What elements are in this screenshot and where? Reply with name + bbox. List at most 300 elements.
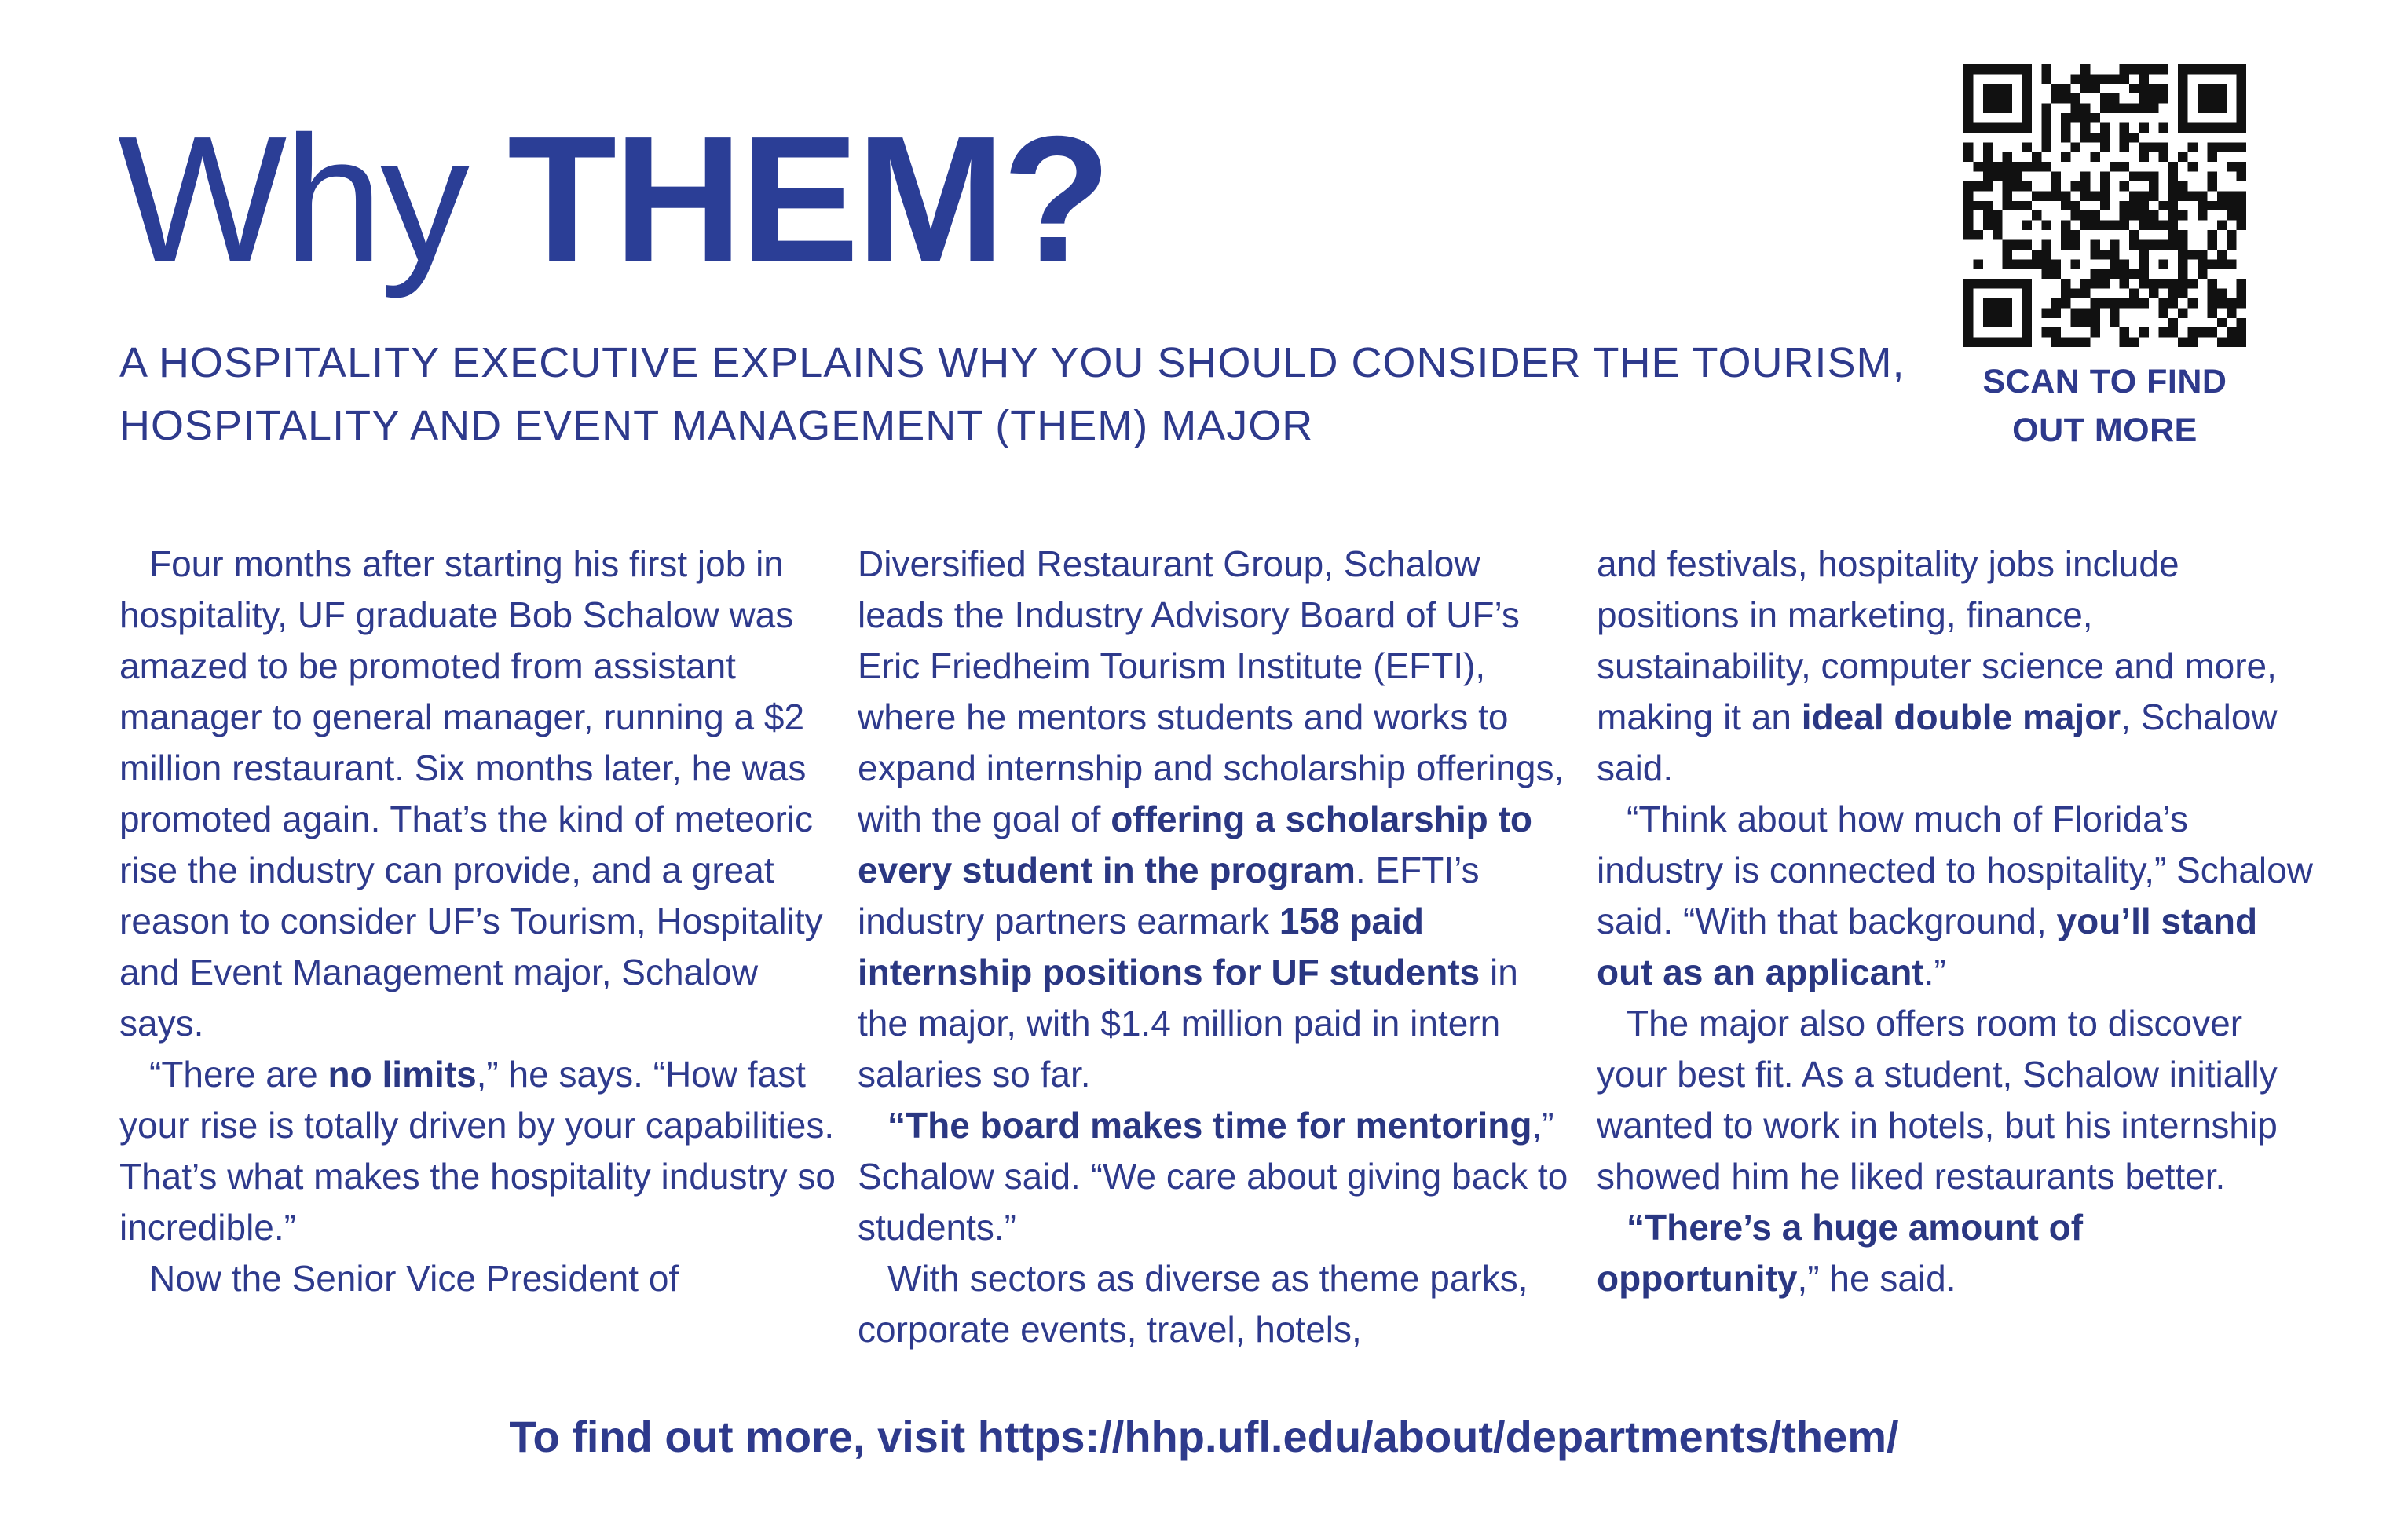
qr-module (2012, 181, 2022, 191)
qr-module (2178, 210, 2187, 220)
qr-module (2178, 104, 2187, 113)
qr-module (2149, 239, 2158, 249)
qr-caption (1924, 357, 2285, 455)
qr-module (2100, 122, 2110, 132)
qr-module (2061, 93, 2070, 103)
qr-module (2149, 289, 2158, 298)
qr-module (2071, 259, 2080, 269)
qr-module (2207, 230, 2216, 239)
qr-module (2149, 64, 2158, 74)
qr-module (2139, 74, 2148, 83)
qr-module (1963, 64, 1973, 74)
qr-caption-line-1: SCAN TO FIND (1982, 363, 2227, 400)
qr-module (1963, 113, 1973, 122)
qr-module (1983, 298, 1993, 308)
qr-module (2139, 93, 2148, 103)
qr-module (2158, 259, 2168, 269)
qr-module (2120, 298, 2129, 308)
qr-module (2139, 239, 2148, 249)
qr-module (2051, 327, 2061, 337)
qr-module (2217, 93, 2227, 103)
paragraph: Four months after starting his first job in hospitality, UF graduate Bob Schalow was amazed to be promoted from assistant manager to general manager, running a $2 million restaurant. Six months later, he was promoted again. That’s the kind of meteoric rise the industry can provide, and a great reason to consider UF’s Tourism, Hospitality and Event Management major, Schalow says. (119, 543, 823, 1044)
qr-module (2022, 338, 2031, 347)
qr-module (2120, 181, 2129, 191)
qr-module (2041, 113, 2051, 122)
qr-module (1973, 122, 1982, 132)
qr-module (2158, 279, 2168, 288)
qr-module (2237, 191, 2246, 200)
qr-module (2198, 210, 2207, 220)
qr-module (2217, 122, 2227, 132)
qr-module (2237, 279, 2246, 288)
qr-module (2003, 64, 2012, 74)
qr-module (2227, 142, 2236, 152)
qr-module (2168, 181, 2178, 191)
qr-module (2158, 152, 2168, 162)
qr-module (1983, 201, 1993, 210)
qr-module (2158, 239, 2168, 249)
text-run: ,” Schalow said. “We care about giving back to students.” (858, 1105, 1568, 1248)
qr-module (2110, 250, 2119, 259)
text-run: “Think about how much of Florida’s industry is connected to hospitality,” Schalow said. “With that background, (1597, 799, 2313, 941)
qr-module (1963, 181, 1973, 191)
qr-module (2168, 201, 2178, 210)
title-word-them: THEM? (507, 100, 1109, 299)
qr-module (2041, 122, 2051, 132)
qr-module (2071, 181, 2080, 191)
qr-module (2041, 259, 2051, 269)
qr-module (2100, 298, 2110, 308)
qr-module (2022, 308, 2031, 317)
qr-module (2227, 298, 2236, 308)
qr-module (2139, 221, 2148, 230)
qr-module (2080, 84, 2090, 93)
qr-module (2207, 122, 2216, 132)
qr-module (2090, 327, 2099, 337)
qr-module (2227, 308, 2236, 317)
qr-module (2061, 338, 2070, 347)
qr-module (2139, 172, 2148, 181)
qr-module (2110, 221, 2119, 230)
qr-module (2100, 279, 2110, 288)
qr-module (1973, 162, 1982, 171)
qr-module (1983, 142, 1993, 152)
qr-module (2188, 250, 2198, 259)
qr-module (2003, 318, 2012, 327)
qr-module (2041, 221, 2051, 230)
qr-module (2207, 327, 2216, 337)
qr-module (2178, 74, 2187, 83)
qr-module (2012, 172, 2022, 181)
qr-module (1963, 338, 1973, 347)
qr-module (2003, 338, 2012, 347)
qr-module (2237, 318, 2246, 327)
qr-module (2178, 64, 2187, 74)
text-run: “There are (149, 1054, 328, 1095)
qr-module (1993, 84, 2002, 93)
qr-module (1993, 279, 2002, 288)
qr-module (2061, 84, 2070, 93)
qr-module (2188, 64, 2198, 74)
qr-module (2168, 191, 2178, 200)
page-title (118, 100, 1109, 299)
qr-module (2139, 250, 2148, 259)
qr-module (1993, 298, 2002, 308)
qr-module (2217, 201, 2227, 210)
qr-module (2003, 104, 2012, 113)
qr-module (2237, 104, 2246, 113)
qr-module (2227, 239, 2236, 249)
qr-module (2071, 210, 2080, 220)
qr-module (2237, 74, 2246, 83)
qr-module (2217, 298, 2227, 308)
qr-module (1983, 104, 1993, 113)
qr-module (2022, 93, 2031, 103)
qr-module (1993, 93, 2002, 103)
qr-module (2022, 221, 2031, 230)
qr-module (2198, 250, 2207, 259)
qr-module (2139, 84, 2148, 93)
qr-module (2090, 221, 2099, 230)
qr-module (1973, 230, 1982, 239)
qr-module (2227, 259, 2236, 269)
qr-module (1983, 308, 1993, 317)
qr-module (2188, 162, 2198, 171)
qr-module (2207, 259, 2216, 269)
qr-module (2188, 191, 2198, 200)
qr-module (2012, 279, 2022, 288)
qr-module (2012, 239, 2022, 249)
qr-module (2139, 152, 2148, 162)
qr-module (2217, 64, 2227, 74)
qr-module (2003, 298, 2012, 308)
qr-module (2071, 230, 2080, 239)
qr-module (2110, 308, 2119, 317)
qr-code[interactable] (1963, 64, 2246, 347)
qr-module (2217, 84, 2227, 93)
qr-module (2158, 93, 2168, 103)
qr-module (2178, 181, 2187, 191)
paragraph (1597, 1202, 2315, 1304)
text-run: , Schalow said. (1597, 696, 2278, 788)
qr-module (2120, 338, 2129, 347)
qr-module (1993, 162, 2002, 171)
qr-module (2003, 172, 2012, 181)
qr-module (2207, 93, 2216, 103)
qr-module (2071, 338, 2080, 347)
qr-module (2188, 122, 2198, 132)
qr-module (2149, 104, 2158, 113)
paragraph (858, 539, 1576, 1100)
qr-module (2120, 210, 2129, 220)
qr-module (2041, 250, 2051, 259)
qr-module (2237, 221, 2246, 230)
qr-module (2129, 230, 2139, 239)
qr-module (2149, 191, 2158, 200)
qr-module (1983, 152, 1993, 162)
qr-module (1963, 201, 1973, 210)
qr-module (2071, 104, 2080, 113)
qr-module (2207, 152, 2216, 162)
qr-module (1983, 93, 1993, 103)
qr-module (2217, 250, 2227, 259)
qr-module (2100, 181, 2110, 191)
qr-module (2237, 327, 2246, 337)
qr-module (2158, 298, 2168, 308)
highlight-text: 158 paid internship positions for UF students (858, 901, 1480, 992)
qr-module (2129, 298, 2139, 308)
qr-module (2022, 113, 2031, 122)
article-column-3 (1597, 539, 2315, 1304)
qr-module (2237, 338, 2246, 347)
qr-module (2158, 142, 2168, 152)
qr-module (2080, 113, 2090, 122)
qr-module (2120, 269, 2129, 279)
qr-module (2003, 93, 2012, 103)
qr-module (2061, 298, 2070, 308)
title-word-why: Why (118, 100, 467, 299)
qr-module (2237, 142, 2246, 152)
qr-module (2207, 104, 2216, 113)
qr-module (2080, 318, 2090, 327)
text-run: and festivals, hospitality jobs include positions in marketing, finance, sustainability, computer science and more, making it an (1597, 543, 2277, 737)
qr-module (2129, 64, 2139, 74)
qr-module (2051, 181, 2061, 191)
qr-module (2139, 104, 2148, 113)
qr-module (2227, 162, 2236, 171)
qr-module (1973, 201, 1982, 210)
qr-module (2158, 221, 2168, 230)
qr-module (2168, 230, 2178, 239)
qr-module (2168, 298, 2178, 308)
qr-module (2120, 142, 2129, 152)
qr-module (2041, 74, 2051, 83)
qr-module (2003, 122, 2012, 132)
text-run: ,” he says. “How fast your rise is totally driven by your capabilities. That’s what makes the hospitality industry so incredible.” (119, 1054, 836, 1248)
qr-module (2237, 162, 2246, 171)
qr-module (2178, 113, 2187, 122)
qr-module (2071, 142, 2080, 152)
qr-module (2129, 84, 2139, 93)
qr-module (2217, 259, 2227, 269)
qr-module (2090, 74, 2099, 83)
qr-module (2100, 269, 2110, 279)
qr-module (2178, 250, 2187, 259)
qr-module (2120, 221, 2129, 230)
text-run: .” (1923, 952, 1946, 992)
qr-module (2090, 239, 2099, 249)
qr-module (2100, 250, 2110, 259)
qr-module (2090, 279, 2099, 288)
qr-module (2178, 338, 2187, 347)
qr-module (2022, 122, 2031, 132)
qr-module (2168, 221, 2178, 230)
qr-module (2158, 64, 2168, 74)
qr-module (2022, 318, 2031, 327)
qr-module (2188, 279, 2198, 288)
qr-module (2129, 269, 2139, 279)
qr-module (2120, 162, 2129, 171)
qr-module (2041, 327, 2051, 337)
qr-module (2022, 289, 2031, 298)
qr-module (2158, 122, 2168, 132)
qr-module (2012, 64, 2022, 74)
qr-module (1963, 279, 1973, 288)
qr-module (2139, 210, 2148, 220)
qr-module (1973, 64, 1982, 74)
qr-module (1973, 181, 1982, 191)
qr-module (2071, 318, 2080, 327)
qr-module (2051, 338, 2061, 347)
qr-module (2100, 133, 2110, 142)
qr-module (2080, 308, 2090, 317)
qr-module (2090, 84, 2099, 93)
qr-module (2110, 239, 2119, 249)
qr-module (1983, 210, 1993, 220)
qr-module (2168, 239, 2178, 249)
qr-module (2051, 93, 2061, 103)
qr-module (1973, 279, 1982, 288)
qr-module (1983, 338, 1993, 347)
qr-module (2158, 308, 2168, 317)
qr-module (2080, 221, 2090, 230)
qr-module (2139, 191, 2148, 200)
qr-module (2129, 104, 2139, 113)
qr-module (2022, 162, 2031, 171)
qr-module (1993, 230, 2002, 239)
qr-module (2188, 338, 2198, 347)
qr-module (2012, 122, 2022, 132)
qr-module (2178, 279, 2187, 288)
qr-module (1963, 230, 1973, 239)
qr-module (2207, 142, 2216, 152)
qr-module (2061, 113, 2070, 122)
qr-module (2178, 84, 2187, 93)
qr-module (2237, 298, 2246, 308)
qr-module (2198, 93, 2207, 103)
qr-module (2003, 239, 2012, 249)
qr-module (2178, 289, 2187, 298)
highlight-text: ideal double major (1801, 696, 2121, 737)
qr-module (2071, 289, 2080, 298)
qr-module (2139, 142, 2148, 152)
qr-module (2041, 64, 2051, 74)
qr-module (2139, 64, 2148, 74)
qr-module (2129, 172, 2139, 181)
qr-module (2100, 142, 2110, 152)
qr-module (1963, 74, 1973, 83)
qr-module (2178, 259, 2187, 269)
qr-module (2237, 64, 2246, 74)
qr-module (2149, 279, 2158, 288)
qr-module (2051, 308, 2061, 317)
qr-module (2129, 338, 2139, 347)
qr-module (1993, 122, 2002, 132)
text-run: in the major, with $1.4 million paid in intern salaries so far. (858, 952, 1518, 1095)
qr-module (1983, 279, 1993, 288)
qr-module (2139, 269, 2148, 279)
qr-module (2120, 104, 2129, 113)
qr-module (2032, 259, 2041, 269)
qr-module (2080, 210, 2090, 220)
qr-module (2071, 113, 2080, 122)
qr-module (2041, 133, 2051, 142)
qr-module (2003, 308, 2012, 317)
qr-module (2217, 104, 2227, 113)
qr-module (2227, 201, 2236, 210)
qr-module (2071, 74, 2080, 83)
qr-module (2110, 104, 2119, 113)
qr-module (2207, 84, 2216, 93)
qr-module (2198, 122, 2207, 132)
qr-module (2022, 201, 2031, 210)
qr-module (2100, 93, 2110, 103)
qr-module (2022, 104, 2031, 113)
highlight-text: no limits (328, 1054, 477, 1095)
qr-module (2022, 64, 2031, 74)
qr-module (2149, 142, 2158, 152)
qr-module (2090, 133, 2099, 142)
qr-module (1963, 308, 1973, 317)
qr-module (2129, 201, 2139, 210)
qr-module (2003, 259, 2012, 269)
qr-module (2003, 162, 2012, 171)
qr-module (1963, 221, 1973, 230)
qr-module (2168, 327, 2178, 337)
qr-module (1983, 318, 1993, 327)
qr-module (2120, 64, 2129, 74)
qr-module (2022, 181, 2031, 191)
qr-module (2061, 191, 2070, 200)
qr-module (2207, 201, 2216, 210)
footer-link-text[interactable]: To find out more, visit https://hhp.ufl.edu/about/departments/them/ (509, 1412, 1899, 1461)
qr-module (2129, 289, 2139, 298)
text-run: Diversified Restaurant Group, Schalow leads the Industry Advisory Board of UF’s Eric Friedheim Tourism Institute (EFTI), where he mentors students and works to expand internship and scholarship offerings, with the goal of (858, 543, 1564, 839)
qr-module (2237, 172, 2246, 181)
qr-module (2227, 338, 2236, 347)
paragraph: The major also offers room to discover your best fit. As a student, Schalow initially wanted to work in hotels, but his internship showed him he liked restaurants better. (1597, 1003, 2278, 1197)
qr-module (1983, 64, 1993, 74)
qr-module (2207, 279, 2216, 288)
qr-module (2090, 318, 2099, 327)
qr-module (2198, 84, 2207, 93)
qr-module (2120, 201, 2129, 210)
qr-module (2022, 84, 2031, 93)
qr-module (2227, 210, 2236, 220)
qr-module (1983, 181, 1993, 191)
qr-module (2003, 84, 2012, 93)
qr-module (2051, 191, 2061, 200)
qr-module (2168, 162, 2178, 171)
qr-module (2198, 327, 2207, 337)
paragraph: With sectors as diverse as theme parks, corporate events, travel, hotels, (858, 1258, 1528, 1350)
qr-module (2022, 298, 2031, 308)
text-run: ,” he said. (1797, 1258, 1956, 1299)
qr-module (2188, 327, 2198, 337)
qr-module (2032, 152, 2041, 162)
qr-module (1973, 338, 1982, 347)
qr-module (2227, 191, 2236, 200)
qr-module (2080, 191, 2090, 200)
qr-module (2168, 210, 2178, 220)
qr-module (2139, 259, 2148, 269)
qr-module (1983, 172, 1993, 181)
qr-module (2041, 142, 2051, 152)
qr-module (2090, 152, 2099, 162)
qr-module (1963, 152, 1973, 162)
qr-module (1973, 259, 1982, 269)
qr-module (1963, 84, 1973, 93)
